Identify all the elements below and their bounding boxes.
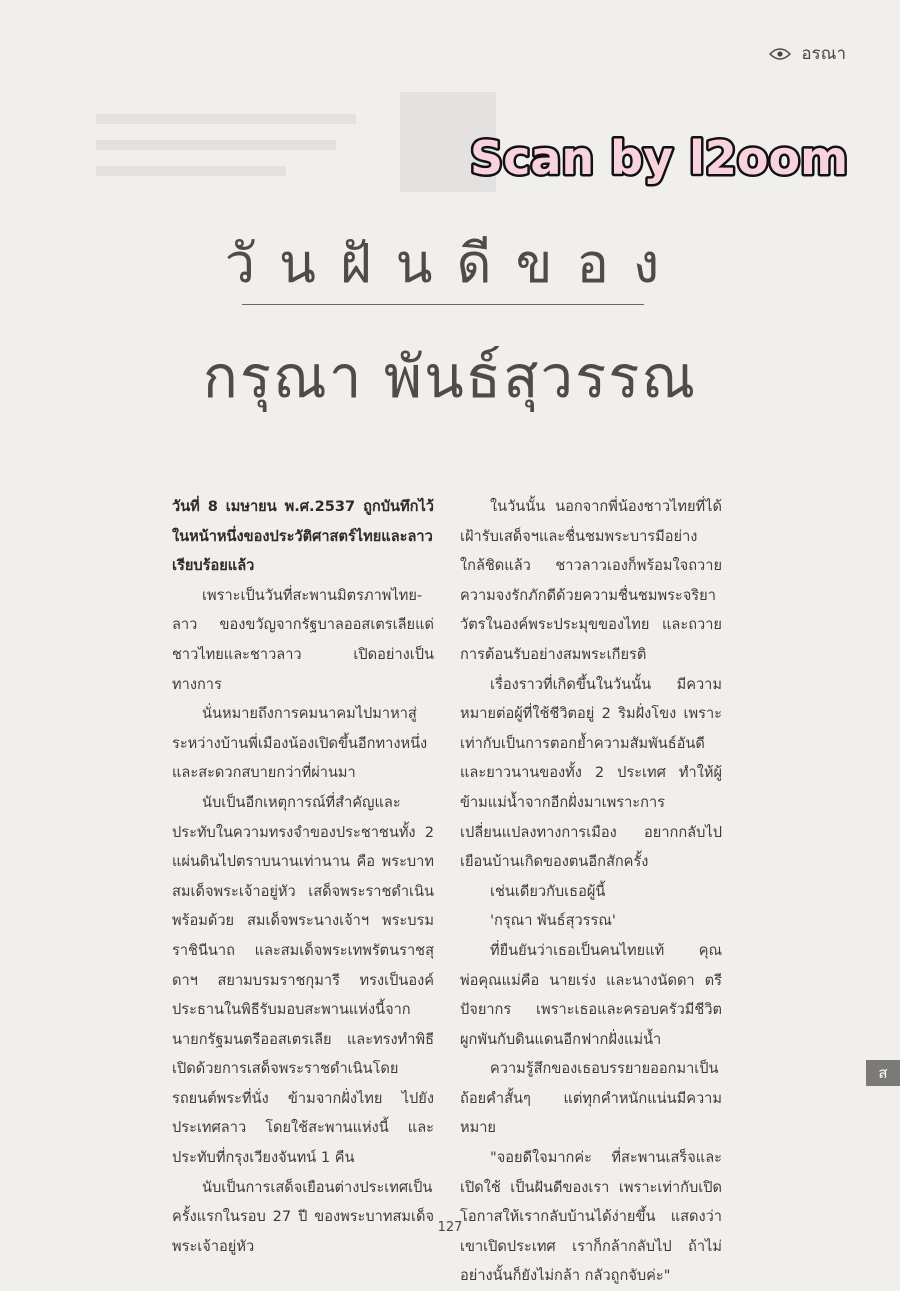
- paragraph: นั่นหมายถึงการคมนาคมไปมาหาสู่ระหว่างบ้านพี่เมืองน้องเปิดขึ้นอีกทางหนึ่ง และสะดวกสบายกว่าที่ผ่านมา: [172, 705, 428, 782]
- title-line-1: วันฝันดีของ: [224, 232, 684, 295]
- watermark-text: Scan by l2oom: [469, 131, 849, 185]
- title-line-2: กรุณา พันธ์สุวรรณ: [202, 343, 698, 411]
- paragraph: เพราะเป็นวันที่สะพานมิตรภาพไทย-ลาว ของขวัญจากรัฐบาลออสเตรเลียแด่ชาวไทยและชาวลาว เปิดอย่างเป็นทางการ: [172, 586, 434, 693]
- section-tab: ส: [866, 1060, 900, 1086]
- paragraph: ที่ยืนยันว่าเธอเป็นคนไทยแท้ คุณพ่อคุณแม่คือ นายเร่ง และนางนัดดา ตรีปัจยากร เพราะเธอและครอบครัวมีชีวิตผูกพันกับดินแดนอีกฟากฝั่งแม่น้ำ: [460, 941, 722, 1048]
- quoted-name: 'กรุณา พันธ์สุวรรณ': [490, 912, 616, 930]
- bleed-through-shadow: [86, 92, 496, 200]
- left-column: [172, 492, 434, 1261]
- paragraph: นับเป็นการเสด็จเยือนต่างประเทศเป็นครั้งแรกในรอบ 27 ปี ของพระบาทสมเด็จพระเจ้าอยู่หัว: [172, 1178, 434, 1255]
- header-author: อรณา: [801, 44, 846, 64]
- eye-icon: [769, 47, 791, 61]
- page-number: 127: [437, 1220, 463, 1235]
- paragraph: เรื่องราวที่เกิดขึ้นในวันนั้น มีความหมายต่อผู้ที่ใช้ชีวิตอยู่ 2 ริมฝั่งโขง เพราะเท่ากับเป็นการตอกย้ำความสัมพันธ์อันดีและยาวนานของทั้ง 2 ประเทศ ทำให้ผู้ข้ามแม่น้ำจากอีกฝั่งมาเพราะการเปลี่ยนแปลงทางการเมือง อยากกลับไปเยือนบ้านเกิดของตนอีกสักครั้ง: [460, 675, 722, 871]
- right-column: [460, 492, 722, 1291]
- paragraph: ความรู้สึกของเธอบรรยายออกมาเป็นถ้อยคำสั้นๆ แต่ทุกคำหนักแน่นมีความหมาย: [460, 1060, 722, 1137]
- scan-watermark: [444, 122, 874, 192]
- lead-paragraph: วันที่ 8 เมษายน พ.ศ.2537 ถูกบันทึกไว้ในหน้าหนึ่งของประวัติศาสตร์ไทยและลาวเรียบร้อยแล้ว: [172, 498, 434, 575]
- quote-paragraph: "จอยดีใจมากค่ะ ที่สะพานเสร็จและเปิดใช้ เป็นฝันดีของเรา เพราะเท่ากับเปิดโอกาสให้เรากลับบ้านได้ง่ายขึ้น แสดงว่าเขาเปิดประเทศ เราก็กล้ากลับไป ถ้าไม่อย่างนั้นก็ยังไม่กล้า กลัวถูกจับค่ะ": [460, 1149, 722, 1285]
- paragraph: เช่นเดียวกับเธอผู้นี้: [490, 882, 606, 900]
- paragraph: ในวันนั้น นอกจากพี่น้องชาวไทยที่ได้เฝ้ารับเสด็จฯและชื่นชมพระบารมีอย่างใกล้ชิดแล้ว ชาวลาวเองก็พร้อมใจถวายความจงรักภักดีด้วยความชื่นชมพระจริยาวัตรในองค์พระประมุขของไทย และถวายการต้อนรับอย่างสมพระเกียรติ: [460, 498, 722, 663]
- title-divider: [242, 304, 644, 305]
- paragraph: นับเป็นอีกเหตุการณ์ที่สำคัญและประทับในความทรงจำของประชาชนทั้ง 2 แผ่นดินไปตราบนานเท่านาน คือ พระบาทสมเด็จพระเจ้าอยู่หัว เสด็จพระราชดำเนินพร้อมด้วย สมเด็จพระนางเจ้าฯ พระบรมราชินีนาถ และสมเด็จพระเทพรัตนราชสุดาฯ สยามบรมราชกุมารี ทรงเป็นองค์ประธานในพิธีรับมอบสะพานแห่งนี้จากนายกรัฐมนตรีออสเตรเลีย และทรงทำพิธีเปิดด้วยการเสด็จพระราชดำเนินโดยรถยนต์พระที่นั่ง ข้ามจากฝั่งไทย ไปยังประเทศลาว โดยใช้สะพานแห่งนี้ และประทับที่กรุงเวียงจันทน์ 1 คืน: [172, 793, 434, 1167]
- page-header: [769, 40, 846, 67]
